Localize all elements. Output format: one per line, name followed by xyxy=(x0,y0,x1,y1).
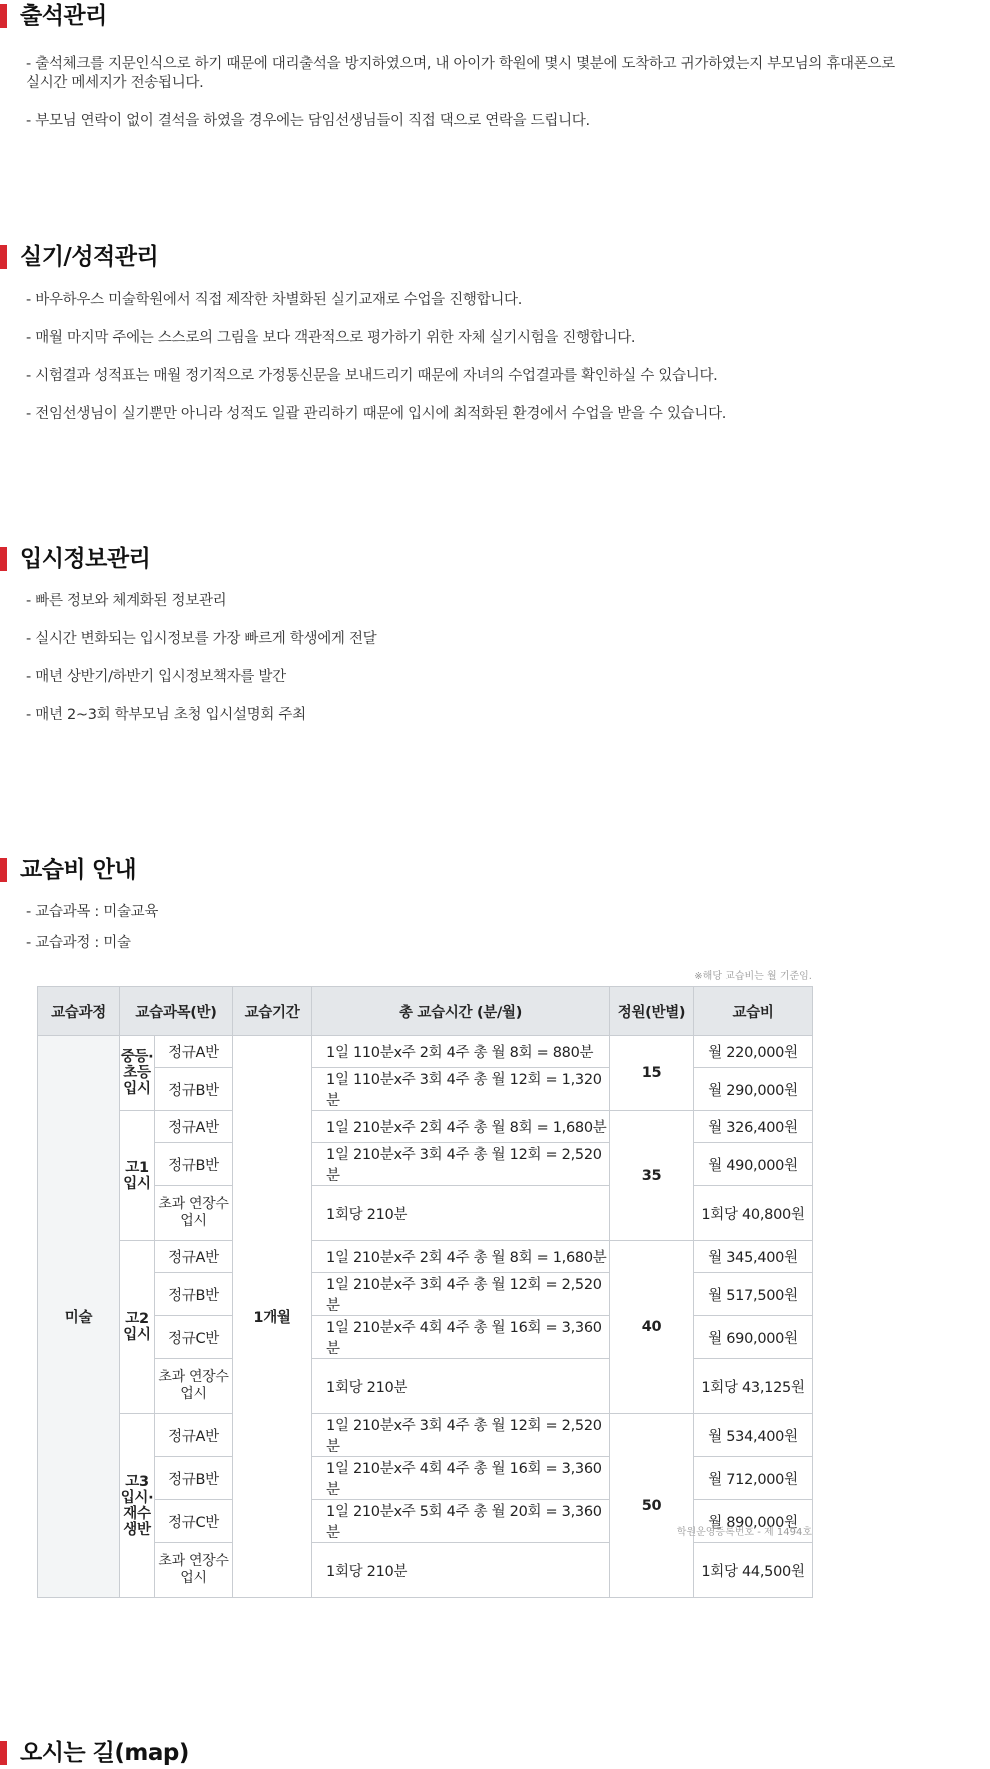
fee-cell: 월 490,000원 xyxy=(694,1143,813,1186)
time-cell: 1회당 210분 xyxy=(312,1543,610,1598)
heading-accent-bar xyxy=(0,1741,7,1765)
table-row xyxy=(38,1143,813,1186)
heading-accent-bar xyxy=(0,547,7,571)
heading-accent-bar xyxy=(0,245,7,269)
tuition-heading xyxy=(0,854,990,886)
admission-line-1: - 빠른 정보와 체계화된 정보관리 xyxy=(26,593,227,609)
registration-number-note: 학원운영등록번호 - 제 1494호 xyxy=(676,1527,812,1538)
course-cell: 미술 xyxy=(38,1036,120,1598)
map-heading xyxy=(0,1737,990,1769)
heading-accent-bar xyxy=(0,4,7,28)
time-cell: 1회당 210분 xyxy=(312,1359,610,1414)
grades-line-1: - 바우하우스 미술학원에서 직접 제작한 차별화된 실기교재로 수업을 진행합니다. xyxy=(26,292,523,308)
fee-cell: 월 534,400원 xyxy=(694,1414,813,1457)
table-row xyxy=(38,1068,813,1111)
class-cell: 정규C반 xyxy=(155,1316,233,1359)
table-row xyxy=(38,1273,813,1316)
table-row xyxy=(38,1414,813,1457)
class-cell: 초과 연장수업시 xyxy=(155,1186,233,1241)
tuition-subject-line: - 교습과목 : 미술교육 xyxy=(26,904,159,920)
table-row xyxy=(38,1111,813,1143)
attendance-line-3: - 부모님 연락이 없이 결석을 하였을 경우에는 담임선생님들이 직접 댁으로 연락을 드립니다. xyxy=(26,113,590,129)
table-row xyxy=(38,1359,813,1414)
table-row xyxy=(38,1186,813,1241)
heading-accent-bar xyxy=(0,858,7,882)
attendance-title: 출석관리 xyxy=(20,3,107,29)
tuition-section xyxy=(0,854,990,951)
class-cell: 정규A반 xyxy=(155,1414,233,1457)
fee-cell: 월 517,500원 xyxy=(694,1273,813,1316)
time-cell: 1일 210분x주 2회 4주 총 월 8회 = 1,680분 xyxy=(312,1241,610,1273)
fee-cell: 월 220,000원 xyxy=(694,1036,813,1068)
table-row xyxy=(38,1241,813,1273)
table-row xyxy=(38,1457,813,1500)
capacity-cell-4: 50 xyxy=(610,1414,694,1598)
class-cell: 초과 연장수업시 xyxy=(155,1543,233,1598)
header-course: 교습과정 xyxy=(38,987,120,1036)
admission-line-3: - 매년 상반기/하반기 입시정보책자를 발간 xyxy=(26,669,286,685)
header-subject: 교습과목(반) xyxy=(120,987,233,1036)
tuition-title: 교습비 안내 xyxy=(20,857,137,883)
map-section xyxy=(0,1737,990,1769)
class-cell: 정규A반 xyxy=(155,1241,233,1273)
group-label-3: 고2입시 xyxy=(120,1241,155,1414)
admission-title: 입시정보관리 xyxy=(20,546,151,572)
time-cell: 1일 110분x주 2회 4주 총 월 8회 = 880분 xyxy=(312,1036,610,1068)
header-total-time: 총 교습시간 (분/월) xyxy=(312,987,610,1036)
tuition-note-top: ※해당 교습비는 월 기준임. xyxy=(694,971,812,982)
class-cell: 정규C반 xyxy=(155,1500,233,1543)
table-row xyxy=(38,1316,813,1359)
fee-cell: 월 890,000원 xyxy=(694,1500,813,1543)
admission-heading xyxy=(0,543,990,575)
time-cell: 1일 210분x주 4회 4주 총 월 16회 = 3,360분 xyxy=(312,1316,610,1359)
fee-cell: 월 326,400원 xyxy=(694,1111,813,1143)
time-cell: 1일 210분x주 3회 4주 총 월 12회 = 2,520분 xyxy=(312,1143,610,1186)
fee-cell: 1회당 44,500원 xyxy=(694,1543,813,1598)
time-cell: 1일 110분x주 3회 4주 총 월 12회 = 1,320분 xyxy=(312,1068,610,1111)
class-cell: 정규A반 xyxy=(155,1036,233,1068)
class-cell: 정규B반 xyxy=(155,1457,233,1500)
grades-heading xyxy=(0,241,990,273)
class-cell: 정규A반 xyxy=(155,1111,233,1143)
capacity-cell-1: 15 xyxy=(610,1036,694,1111)
group-label-4: 고3입시·재수생반 xyxy=(120,1414,155,1598)
time-cell: 1일 210분x주 3회 4주 총 월 12회 = 2,520분 xyxy=(312,1414,610,1457)
class-cell: 정규B반 xyxy=(155,1273,233,1316)
fee-cell: 1회당 43,125원 xyxy=(694,1359,813,1414)
attendance-heading xyxy=(0,0,990,32)
table-row xyxy=(38,1036,813,1068)
header-fee: 교습비 xyxy=(694,987,813,1036)
admission-line-4: - 매년 2~3회 학부모님 초청 입시설명회 주최 xyxy=(26,707,306,723)
time-cell: 1일 210분x주 4회 4주 총 월 16회 = 3,360분 xyxy=(312,1457,610,1500)
attendance-line-1: - 출석체크를 지문인식으로 하기 때문에 대리출석을 방지하였으며, 내 아이가 학원에 몇시 몇분에 도착하고 귀가하였는지 부모님의 휴대폰으로 xyxy=(26,56,895,72)
fee-cell: 월 690,000원 xyxy=(694,1316,813,1359)
admission-line-2: - 실시간 변화되는 입시정보를 가장 빠르게 학생에게 전달 xyxy=(26,631,377,647)
fee-cell: 월 290,000원 xyxy=(694,1068,813,1111)
group-label-2: 고1입시 xyxy=(120,1111,155,1241)
fee-cell: 월 345,400원 xyxy=(694,1241,813,1273)
class-cell: 초과 연장수업시 xyxy=(155,1359,233,1414)
table-header-row xyxy=(38,987,813,1036)
grades-line-4: - 전임선생님이 실기뿐만 아니라 성적도 일괄 관리하기 때문에 입시에 최적화된 환경에서 수업을 받을 수 있습니다. xyxy=(26,406,727,422)
grades-section xyxy=(0,241,990,422)
header-capacity: 정원(반별) xyxy=(610,987,694,1036)
grades-title: 실기/성적관리 xyxy=(20,244,159,270)
time-cell: 1일 210분x주 2회 4주 총 월 8회 = 1,680분 xyxy=(312,1111,610,1143)
time-cell: 1회당 210분 xyxy=(312,1186,610,1241)
tuition-course-line: - 교습과정 : 미술 xyxy=(26,935,131,951)
fee-cell: 1회당 40,800원 xyxy=(694,1186,813,1241)
grades-line-2: - 매월 마지막 주에는 스스로의 그림을 보다 객관적으로 평가하기 위한 자체 실기시험을 진행합니다. xyxy=(26,330,636,346)
header-period: 교습기간 xyxy=(233,987,312,1036)
admission-section xyxy=(0,543,990,723)
class-cell: 정규B반 xyxy=(155,1068,233,1111)
capacity-cell-2: 35 xyxy=(610,1111,694,1241)
group-label-1: 중등·초등입시 xyxy=(120,1036,155,1111)
attendance-line-2: 실시간 메세지가 전송됩니다. xyxy=(26,75,204,91)
grades-line-3: - 시험결과 성적표는 매월 정기적으로 가정통신문을 보내드리기 때문에 자녀의 수업결과를 확인하실 수 있습니다. xyxy=(26,368,718,384)
attendance-section xyxy=(0,0,990,129)
map-title: 오시는 길(map) xyxy=(20,1740,189,1766)
time-cell: 1일 210분x주 3회 4주 총 월 12회 = 2,520분 xyxy=(312,1273,610,1316)
class-cell: 정규B반 xyxy=(155,1143,233,1186)
table-row xyxy=(38,1543,813,1598)
capacity-cell-3: 40 xyxy=(610,1241,694,1414)
tuition-table xyxy=(37,986,813,1598)
period-cell: 1개월 xyxy=(233,1036,312,1598)
time-cell: 1일 210분x주 5회 4주 총 월 20회 = 3,360분 xyxy=(312,1500,610,1543)
fee-cell: 월 712,000원 xyxy=(694,1457,813,1500)
